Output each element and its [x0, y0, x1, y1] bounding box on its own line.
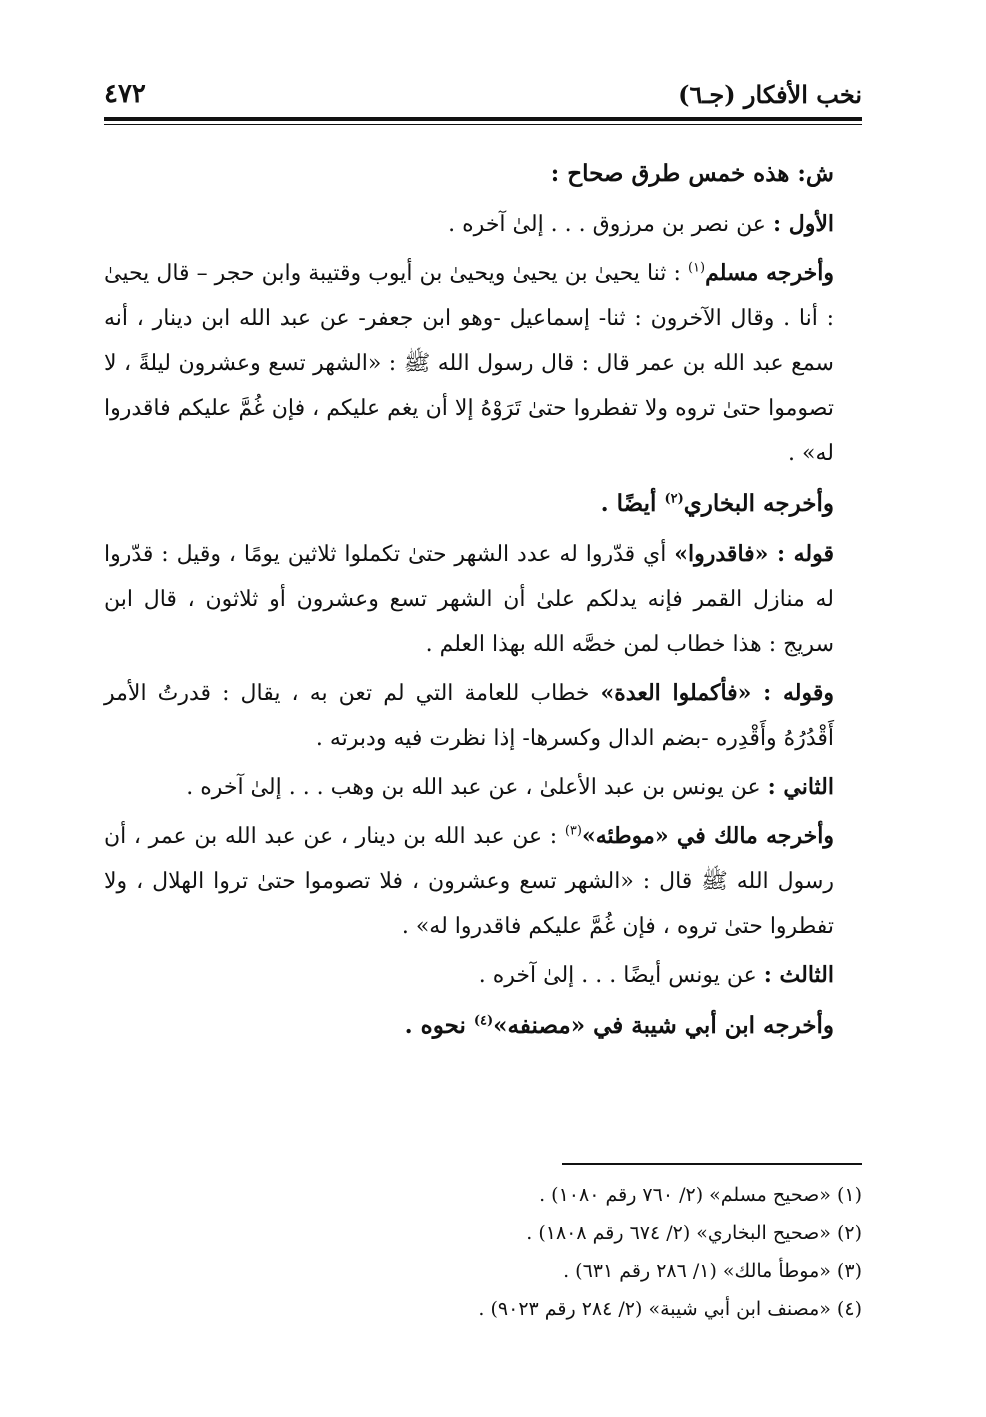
- footnote-marker[interactable]: (١): [687, 260, 706, 276]
- paragraph-text: أيضًا .: [600, 490, 665, 517]
- footnote-2: (٢) «صحيح البخاري» (٢/ ٦٧٤ رقم ١٨٠٨) .: [526, 1222, 862, 1244]
- paragraph-third-route: [104, 953, 862, 998]
- paragraph-lead: وأخرجه مالك في «موطئه»: [581, 823, 834, 849]
- paragraph-akmilu: [104, 671, 862, 761]
- paragraph-lead: وأخرجه البخاري: [683, 490, 834, 517]
- paragraph-text: : عن عبد الله بن دينار ، عن عبد الله بن عمر ، أن رسول الله ﷺ قال : «الشهر تسع وعشرون ، فلا تصوموا حتىٰ تروا الهلال ، ولا تفطروا حتىٰ تروه ، فإن غُمَّ عليكم فاقدروا له» .: [104, 824, 834, 939]
- paragraph-text: أي قدّروا له عدد الشهر حتىٰ تكملوا ثلاثين يومًا ، وقيل : قدّروا له منازل القمر فإنه يدلكم علىٰ أن الشهر تسع وعشرون أو ثلاثون ، قال ابن سريج : هذا خطاب لمن خصَّه الله بهذا العلم .: [104, 542, 834, 657]
- paragraph-lead: وأخرجه مسلم: [705, 260, 834, 286]
- paragraph-bukhari: [104, 480, 862, 528]
- paragraph-lead: الثالث :: [763, 962, 834, 988]
- paragraph-text: ش: هذه خمس طرق صحاح :: [550, 160, 834, 187]
- running-title: نخب الأفكار (جـ٦): [678, 79, 862, 109]
- footnote-4: (٤) «مصنف ابن أبي شيبة» (٢/ ٢٨٤ رقم ٩٠٢٣) .: [478, 1298, 862, 1320]
- paragraph-muslim: [104, 251, 862, 476]
- paragraph-second-route: [104, 765, 862, 810]
- paragraph-lead: وأخرجه ابن أبي شيبة في «مصنفه»: [493, 1012, 834, 1039]
- paragraph-first-route: [104, 202, 862, 247]
- header-rule-thin: [104, 124, 862, 125]
- paragraph-malik: [104, 814, 862, 949]
- paragraph-text: : ثنا يحيىٰ بن يحيىٰ ويحيىٰ بن أيوب وقتيبة وابن حجر – قال يحيىٰ : أنا . وقال الآخرون : ثنا- إسماعيل -وهو ابن جعفر- عن عبد الله ابن دينار ، أنه سمع عبد الله بن عمر قال : قال رسول الله ﷺ : «الشهر تسع وعشرون ليلةً ، لا تصوموا حتىٰ تروه ولا تفطروا حتىٰ تَرَوْهُ إلا أن يغم عليكم ، فإن غُمَّ عليكم فاقدروا له» .: [104, 261, 834, 466]
- paragraph-lead: قوله : «فاقدروا»: [674, 541, 834, 567]
- paragraph-text: عن يونس أيضًا . . . إلىٰ آخره .: [478, 963, 764, 988]
- footnote-1: (١) «صحيح مسلم» (٢/ ٧٦٠ رقم ١٠٨٠) .: [539, 1184, 862, 1206]
- paragraph-lead: الثاني :: [767, 774, 834, 800]
- paragraph-faqduru: [104, 532, 862, 667]
- paragraph-lead: الأول :: [772, 211, 834, 237]
- paragraph-lead: وقوله : «فأكملوا العدة»: [600, 680, 834, 706]
- paragraph-text: عن نصر بن مرزوق . . . إلىٰ آخره .: [448, 212, 773, 237]
- footnote-marker[interactable]: (٢): [664, 491, 684, 507]
- paragraph-text: خطاب للعامة التي لم تعن به ، يقال : قدرتُ الأمر أَقْدُرُهُ وأَقْدِره -بضم الدال وكسرها- إذا نظرت فيه ودبرته .: [104, 681, 834, 751]
- paragraph-intro: [104, 150, 862, 198]
- page-header: [104, 72, 862, 116]
- footnotes: [104, 1176, 862, 1328]
- paragraph-ibn-abi-shaybah: [104, 1002, 862, 1050]
- paragraph-text: نحوه .: [404, 1012, 474, 1039]
- footnote-3: (٣) «موطأ مالك» (١/ ٢٨٦ رقم ٦٣١) .: [563, 1260, 862, 1282]
- footnote-marker[interactable]: (٣): [564, 823, 582, 839]
- footnote-marker[interactable]: (٤): [473, 1013, 494, 1029]
- page-number: ٤٧٢: [104, 79, 146, 109]
- header-rule-thick: [104, 117, 862, 121]
- footnote-separator: [562, 1163, 862, 1165]
- paragraph-text: عن يونس بن عبد الأعلىٰ ، عن عبد الله بن وهب . . . إلىٰ آخره .: [186, 775, 768, 800]
- page-body: [104, 150, 862, 1054]
